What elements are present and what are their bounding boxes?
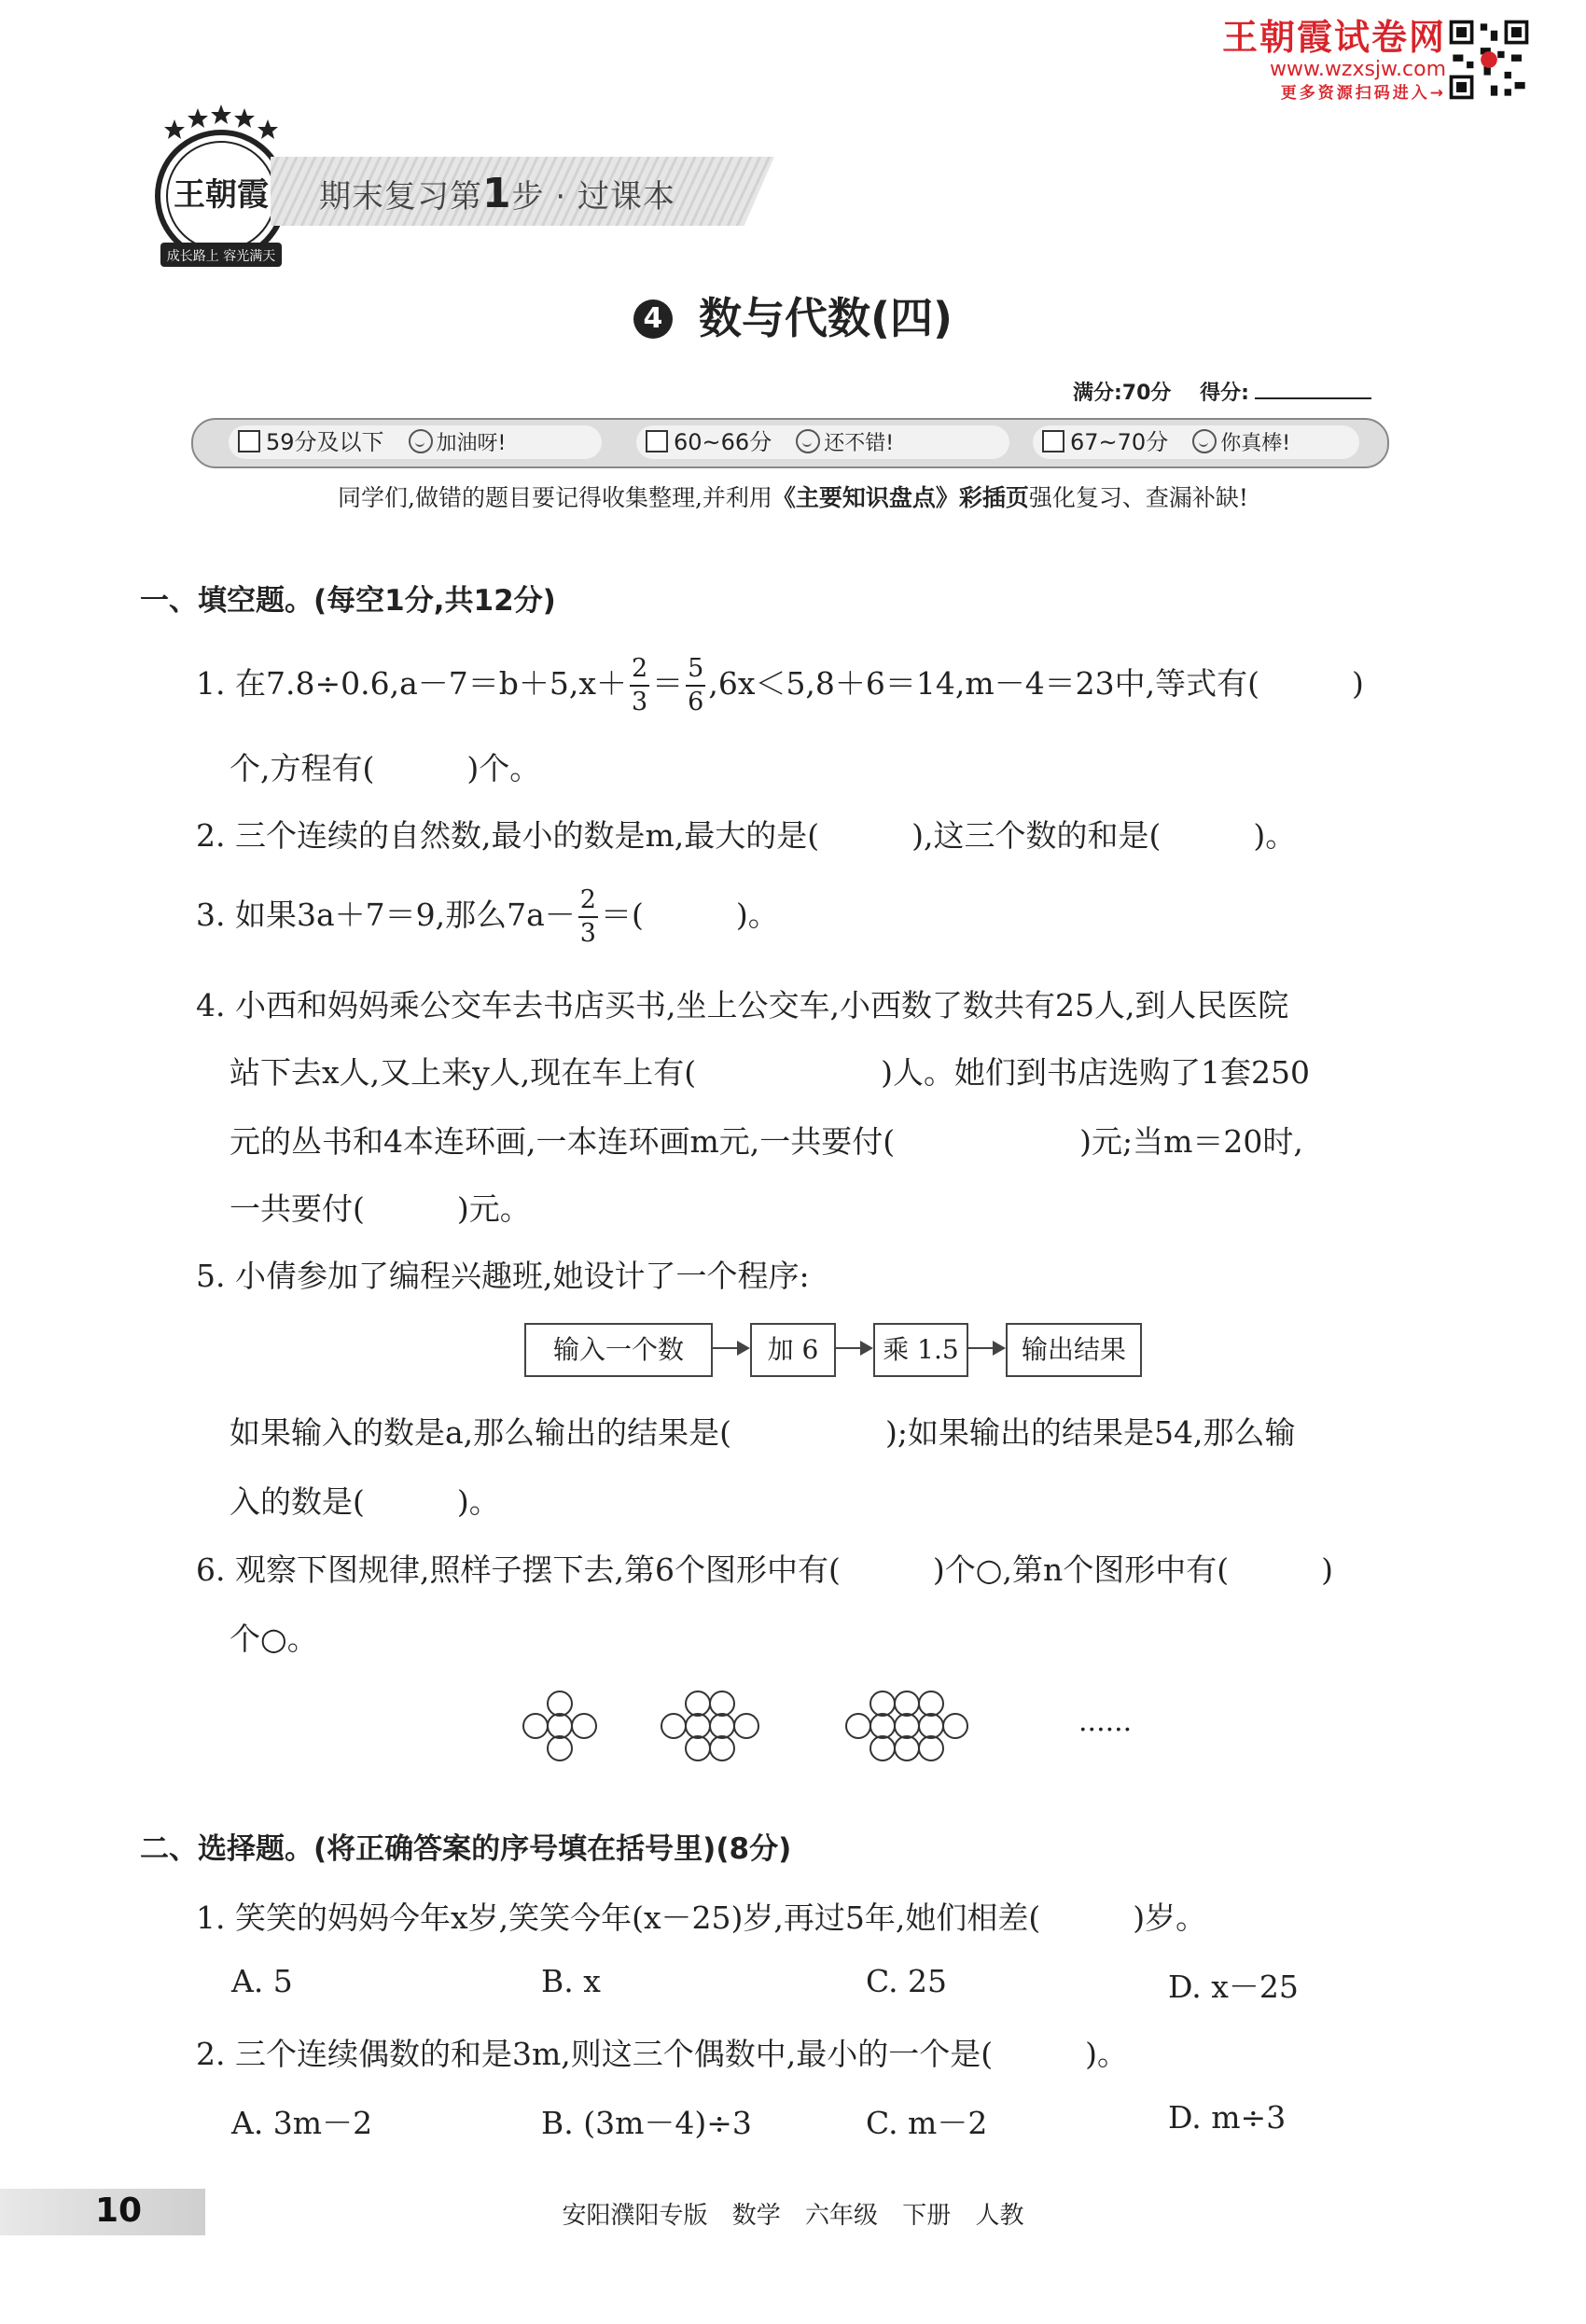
header-prefix: 期末复习第: [319, 178, 482, 216]
grade-segment: [636, 425, 1009, 459]
fraction-numerator: 5: [686, 653, 705, 687]
fraction-numerator: 2: [630, 653, 649, 687]
circle-icon: [522, 1713, 549, 1739]
grade-segment: [229, 425, 602, 459]
grade-bar: [191, 418, 1389, 468]
section-heading-multiple-choice: 二、选择题。(将正确答案的序号填在括号里)(8分): [140, 1832, 792, 1866]
grade-segment: [1033, 425, 1359, 459]
title-number-badge: 4: [633, 299, 673, 339]
fraction-denominator: 6: [688, 688, 704, 717]
question-4-line4: 一共要付( )元。: [230, 1190, 531, 1227]
fraction-denominator: 3: [579, 919, 596, 948]
circle-icon: [870, 1735, 896, 1761]
question-4-line3: 元的丛书和4本连环画,一本连环画m元,一共要付( )元;当m＝20时,: [230, 1123, 1303, 1160]
qr-code-icon[interactable]: [1446, 17, 1532, 103]
circle-pattern-figures: [522, 1691, 1176, 1765]
checkbox-icon[interactable]: [238, 430, 260, 452]
circle-icon: [547, 1735, 573, 1761]
circle-icon: [685, 1735, 711, 1761]
circle-icon: [733, 1713, 759, 1739]
grade-message: 你真棒!: [1220, 432, 1291, 455]
option-c[interactable]: C. 25: [866, 1963, 948, 1999]
question-6-line1: 6. 观察下图规律,照样子摆下去,第6个图形中有( )个○,第n个图形中有( ): [196, 1552, 1333, 1588]
option-a[interactable]: A. 3m－2: [231, 2105, 373, 2141]
question-5-line1: 如果输入的数是a,那么输出的结果是( );如果输出的结果是54,那么输: [230, 1414, 1296, 1451]
question-2: 2. 三个连续的自然数,最小的数是m,最大的是( ),这三个数的和是( )。: [196, 817, 1297, 854]
fraction: [578, 884, 598, 950]
footer-text: 安阳濮阳专版 数学 六年级 下册 人教: [562, 2202, 1024, 2230]
pattern-ellipsis: ......: [1078, 1705, 1133, 1738]
question-3: [196, 884, 779, 950]
fraction: [630, 653, 649, 718]
brand-name: 王朝霞试卷网: [1221, 17, 1446, 58]
header-band: [271, 157, 774, 226]
q1-text-a: 1. 在7.8÷0.6,a－7＝b＋5,x＋: [196, 665, 627, 702]
reminder-bold: 《主要知识盘点》彩插页: [772, 484, 1029, 511]
choice-question-2: 2. 三个连续偶数的和是3m,则这三个偶数中,最小的一个是( )。: [196, 2036, 1128, 2072]
score-blank[interactable]: [1255, 397, 1371, 399]
brand-url: www.wzxsjw.com: [1269, 58, 1446, 81]
logo-slogan: 成长路上 容光满天: [166, 249, 276, 264]
flow-arrow-icon: [967, 1347, 1004, 1349]
logo-name: 王朝霞: [174, 176, 269, 214]
option-d[interactable]: D. x－25: [1168, 1969, 1299, 2005]
page-number: 10: [95, 2192, 143, 2230]
flow-box-add: 加 6: [750, 1323, 836, 1377]
option-b[interactable]: B. (3m－4)÷3: [541, 2105, 752, 2141]
question-4-line2: 站下去x人,又上来y人,现在车上有( )人。她们到书店选购了1套250: [230, 1054, 1310, 1091]
grade-range: 59分及以下: [266, 429, 384, 455]
reminder-text: [0, 480, 1586, 513]
header-suffix: 步 · 过课本: [511, 178, 676, 216]
fraction: [686, 653, 705, 718]
circle-icon: [942, 1713, 968, 1739]
flow-arrow-icon: [834, 1347, 871, 1349]
question-6-line2: 个○。: [230, 1621, 318, 1657]
question-5-intro: 5. 小倩参加了编程兴趣班,她设计了一个程序:: [196, 1258, 810, 1294]
circle-icon: [661, 1713, 687, 1739]
question-5-line2: 入的数是( )。: [230, 1483, 500, 1520]
grade-message: 还不错!: [824, 432, 895, 455]
fraction-denominator: 3: [631, 688, 648, 717]
question-1: [196, 653, 1364, 718]
grade-range: 67~70分: [1070, 429, 1169, 455]
flow-arrow-icon: [711, 1347, 748, 1349]
smiley-icon: [409, 429, 433, 453]
circle-icon: [845, 1713, 871, 1739]
title-text: 数与代数(四): [698, 293, 953, 343]
question-1-line2: 个,方程有( )个。: [230, 750, 541, 786]
q3-text-a: 3. 如果3a＋7＝9,那么7a－: [196, 897, 576, 933]
smiley-icon: [796, 429, 820, 453]
option-a[interactable]: A. 5: [231, 1963, 293, 1999]
header-step-num: 1: [482, 170, 512, 217]
grade-message: 加油呀!: [436, 432, 507, 455]
option-c[interactable]: C. m－2: [866, 2105, 988, 2141]
circle-icon: [571, 1713, 597, 1739]
circle-icon: [709, 1735, 735, 1761]
brand-tagline: 更多资源扫码进入→: [1280, 84, 1446, 103]
program-flowchart: [524, 1323, 1140, 1377]
score-line: [1073, 377, 1371, 406]
section-heading-fill-blank: 一、填空题。(每空1分,共12分): [140, 584, 556, 618]
header-text: [319, 170, 675, 217]
full-score-label: 满分:70分: [1073, 382, 1172, 405]
fraction-numerator: 2: [578, 884, 598, 918]
flow-box-input: 输入一个数: [524, 1323, 713, 1377]
checkbox-icon[interactable]: [646, 430, 668, 452]
checkbox-icon[interactable]: [1042, 430, 1064, 452]
question-4-line1: 4. 小西和妈妈乘公交车去书店买书,坐上公交车,小西数了数共有25人,到人民医院: [196, 987, 1289, 1023]
option-d[interactable]: D. m÷3: [1168, 2099, 1287, 2136]
page-title: [0, 285, 1586, 346]
flow-box-multiply: 乘 1.5: [873, 1323, 968, 1377]
reminder-part2: 强化复习、查漏补缺!: [1028, 484, 1248, 511]
reminder-part1: 同学们,做错的题目要记得收集整理,并利用: [338, 484, 772, 511]
brand-block: [1110, 17, 1446, 104]
circle-icon: [894, 1735, 920, 1761]
q1-text-c: ,6x＜5,8＋6＝14,m－4＝23中,等式有( ): [708, 665, 1364, 702]
choice-question-1: 1. 笑笑的妈妈今年x岁,笑笑今年(x－25)岁,再过5年,她们相差( )岁。: [196, 1900, 1207, 1936]
q1-text-b: ＝: [652, 665, 684, 702]
q3-text-b: ＝( )。: [600, 897, 779, 933]
flow-box-output: 输出结果: [1006, 1323, 1142, 1377]
smiley-icon: [1192, 429, 1217, 453]
option-b[interactable]: B. x: [541, 1963, 601, 1999]
circle-icon: [918, 1735, 944, 1761]
grade-range: 60~66分: [674, 429, 772, 455]
score-label: 得分:: [1200, 382, 1249, 405]
